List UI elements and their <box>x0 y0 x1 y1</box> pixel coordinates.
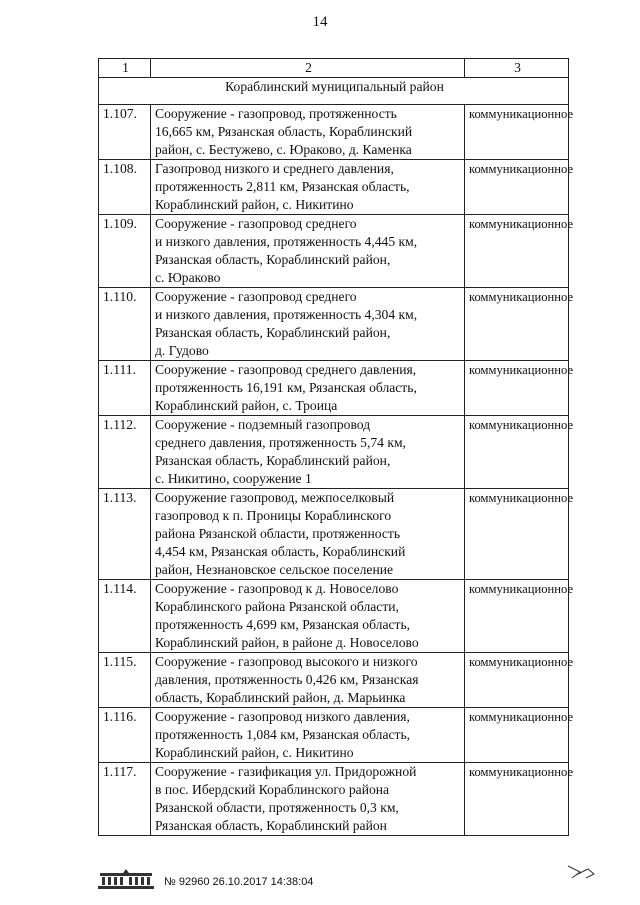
description-line: Сооружение - газопровод к д. Новоселово <box>155 581 399 596</box>
row-description <box>151 708 465 763</box>
table-row <box>99 416 569 489</box>
description-line: и низкого давления, протяженность 4,445 км, <box>155 234 418 249</box>
description-line: область, Кораблинский район, д. Марьинка <box>155 690 406 705</box>
row-type: коммуникационное <box>465 580 569 653</box>
table-row <box>99 215 569 288</box>
description-line: Сооружение - газопровод среднего <box>155 289 357 304</box>
description-line: район, Незнановское сельское поселение <box>155 562 394 577</box>
row-type: коммуникационное <box>465 416 569 489</box>
description-line: Сооружение - газопровод среднего <box>155 216 357 231</box>
description-line: района Рязанской области, протяженность <box>155 526 401 541</box>
government-building-emblem-icon <box>96 868 156 890</box>
description-line: Кораблинский район, с. Никитино <box>155 745 354 760</box>
row-description <box>151 489 465 580</box>
description-line: Газопровод низкого и среднего давления, <box>155 161 394 176</box>
description-line: протяженность 1,084 км, Рязанская область, <box>155 727 411 742</box>
row-number: 1.116. <box>99 708 151 763</box>
page-number: 14 <box>312 14 328 30</box>
column-header-3: 3 <box>465 59 569 78</box>
row-type: коммуникационное <box>465 361 569 416</box>
description-line: Кораблинского района Рязанской области, <box>155 599 399 614</box>
column-header-1: 1 <box>99 59 151 78</box>
table-row <box>99 105 569 160</box>
column-header-2: 2 <box>151 59 465 78</box>
row-type: коммуникационное <box>465 653 569 708</box>
description-line: Рязанская область, Кораблинский район, <box>155 252 391 267</box>
description-line: Сооружение - газопровод низкого давления, <box>155 709 410 724</box>
row-number: 1.111. <box>99 361 151 416</box>
description-line: протяженность 16,191 км, Рязанская область, <box>155 380 417 395</box>
row-number: 1.114. <box>99 580 151 653</box>
description-line: Кораблинский район, с. Никитино <box>155 197 354 212</box>
row-description <box>151 580 465 653</box>
row-description <box>151 105 465 160</box>
row-number: 1.108. <box>99 160 151 215</box>
row-description <box>151 215 465 288</box>
district-title: Кораблинский муниципальный район <box>99 78 569 105</box>
description-line: Сооружение газопровод, межпоселковый <box>155 490 395 505</box>
description-line: с. Юраково <box>155 270 221 285</box>
description-line: протяженность 2,811 км, Рязанская область, <box>155 179 410 194</box>
table-row <box>99 361 569 416</box>
description-line: 4,454 км, Рязанская область, Кораблинский <box>155 544 406 559</box>
row-number: 1.115. <box>99 653 151 708</box>
description-line: Кораблинский район, с. Троица <box>155 398 338 413</box>
description-line: Сооружение - газопровод, протяженность <box>155 106 397 121</box>
document-registration: № 92960 26.10.2017 14:38:04 <box>164 876 314 888</box>
description-line: в пос. Ибердский Кораблинского района <box>155 782 390 797</box>
row-type: коммуникационное <box>465 763 569 836</box>
description-line: Рязанская область, Кораблинский район, <box>155 325 391 340</box>
row-number: 1.117. <box>99 763 151 836</box>
table-row <box>99 708 569 763</box>
description-line: с. Никитино, сооружение 1 <box>155 471 312 486</box>
description-line: и низкого давления, протяженность 4,304 км, <box>155 307 418 322</box>
row-number: 1.109. <box>99 215 151 288</box>
description-line: Сооружение - газификация ул. Придорожной <box>155 764 417 779</box>
row-type: коммуникационное <box>465 708 569 763</box>
description-line: 16,665 км, Рязанская область, Кораблинский <box>155 124 413 139</box>
district-row <box>99 78 569 105</box>
row-description <box>151 416 465 489</box>
property-table <box>98 58 574 836</box>
description-line: Сооружение - газопровод среднего давления, <box>155 362 417 377</box>
description-line: среднего давления, протяженность 5,74 км, <box>155 435 406 450</box>
description-line: Рязанская область, Кораблинский район, <box>155 453 391 468</box>
table-row <box>99 288 569 361</box>
description-line: Рязанская область, Кораблинский район <box>155 818 387 833</box>
footer <box>96 868 313 890</box>
table-row <box>99 160 569 215</box>
description-line: д. Гудово <box>155 343 209 358</box>
row-description <box>151 361 465 416</box>
row-type: коммуникационное <box>465 288 569 361</box>
description-line: Сооружение - подземный газопровод <box>155 417 371 432</box>
row-type: коммуникационное <box>465 105 569 160</box>
row-number: 1.112. <box>99 416 151 489</box>
row-description <box>151 653 465 708</box>
row-type: коммуникационное <box>465 489 569 580</box>
description-line: Кораблинский район, в районе д. Новоселово <box>155 635 419 650</box>
header-row <box>99 59 569 78</box>
row-number: 1.110. <box>99 288 151 361</box>
row-type: коммуникационное <box>465 215 569 288</box>
table-row <box>99 653 569 708</box>
table-row <box>99 580 569 653</box>
description-line: район, с. Бестужево, с. Юраково, д. Каменка <box>155 142 412 157</box>
row-description <box>151 288 465 361</box>
row-number: 1.113. <box>99 489 151 580</box>
description-line: давления, протяженность 0,426 км, Рязанская <box>155 672 419 687</box>
row-description <box>151 160 465 215</box>
description-line: газопровод к п. Проницы Кораблинского <box>155 508 392 523</box>
description-line: протяженность 4,699 км, Рязанская область, <box>155 617 411 632</box>
handwritten-mark-icon <box>566 860 598 882</box>
table-row <box>99 763 569 836</box>
table-row <box>99 489 569 580</box>
description-line: Сооружение - газопровод высокого и низкого <box>155 654 418 669</box>
row-number: 1.107. <box>99 105 151 160</box>
description-line: Рязанской области, протяженность 0,3 км, <box>155 800 399 815</box>
row-type: коммуникационное <box>465 160 569 215</box>
row-description <box>151 763 465 836</box>
